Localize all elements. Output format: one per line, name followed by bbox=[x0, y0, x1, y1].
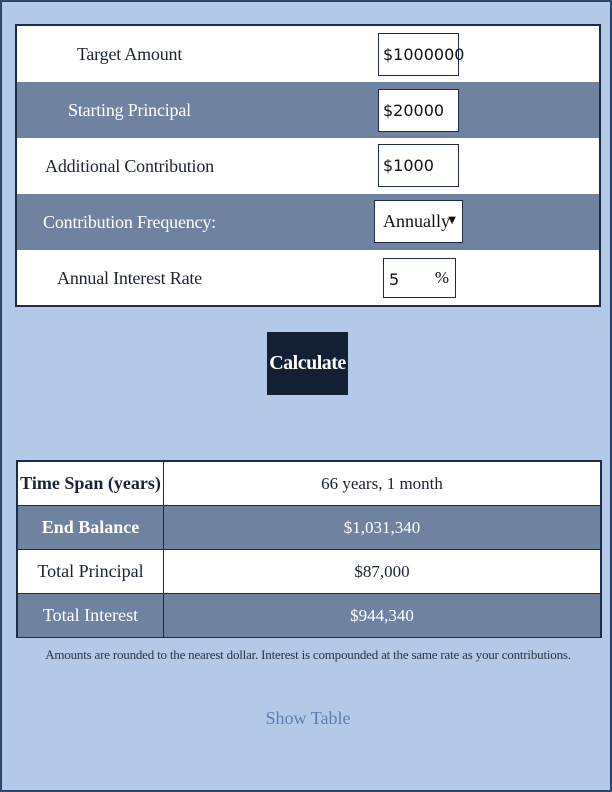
calculator-panel bbox=[1, 1, 611, 791]
percent-sign: % bbox=[434, 268, 449, 287]
target-amount-input[interactable]: $1000000 bbox=[378, 33, 459, 76]
result-row-end-balance bbox=[18, 505, 600, 549]
total-principal-label: Total Principal bbox=[18, 550, 164, 593]
end-balance-value: $1,031,340 bbox=[343, 517, 421, 537]
total-interest-value: $944,340 bbox=[350, 605, 414, 625]
contribution-frequency-label: Contribution Frequency: bbox=[43, 211, 216, 232]
contribution-frequency-row bbox=[17, 194, 599, 250]
starting-principal-row bbox=[17, 82, 599, 138]
time-span-label: Time Span (years) bbox=[18, 462, 164, 505]
calculate-button[interactable]: Calculate bbox=[267, 332, 348, 395]
end-balance-label: End Balance bbox=[18, 506, 164, 549]
target-amount-label: Target Amount bbox=[76, 43, 183, 64]
result-row-total-principal bbox=[18, 549, 600, 593]
total-interest-label: Total Interest bbox=[18, 594, 164, 637]
interest-rate-input[interactable] bbox=[383, 258, 456, 298]
show-table-link[interactable]: Show Table bbox=[265, 708, 351, 728]
input-form bbox=[15, 24, 601, 307]
interest-rate-label: Annual Interest Rate bbox=[57, 267, 202, 288]
dropdown-arrow-icon: ▼ bbox=[448, 215, 456, 226]
interest-rate-row bbox=[17, 250, 599, 305]
contribution-frequency-value: Annually bbox=[383, 211, 450, 231]
rounding-note: Amounts are rounded to the nearest dollar. Interest is compounded at the same rate as your contributions. bbox=[45, 647, 571, 662]
result-row-time-span bbox=[18, 462, 600, 505]
starting-principal-label: Starting Principal bbox=[68, 99, 191, 120]
additional-contribution-row bbox=[17, 138, 599, 194]
results-table bbox=[16, 460, 602, 638]
additional-contribution-label: Additional Contribution bbox=[45, 155, 214, 176]
additional-contribution-input[interactable]: $1000 bbox=[378, 144, 459, 187]
total-principal-value: $87,000 bbox=[354, 561, 410, 581]
result-row-total-interest bbox=[18, 593, 600, 637]
contribution-frequency-select[interactable] bbox=[374, 200, 463, 243]
target-amount-row bbox=[17, 26, 599, 82]
time-span-value: 66 years, 1 month bbox=[321, 473, 443, 493]
interest-rate-value: 5 bbox=[389, 270, 400, 289]
starting-principal-input[interactable]: $20000 bbox=[378, 89, 459, 132]
